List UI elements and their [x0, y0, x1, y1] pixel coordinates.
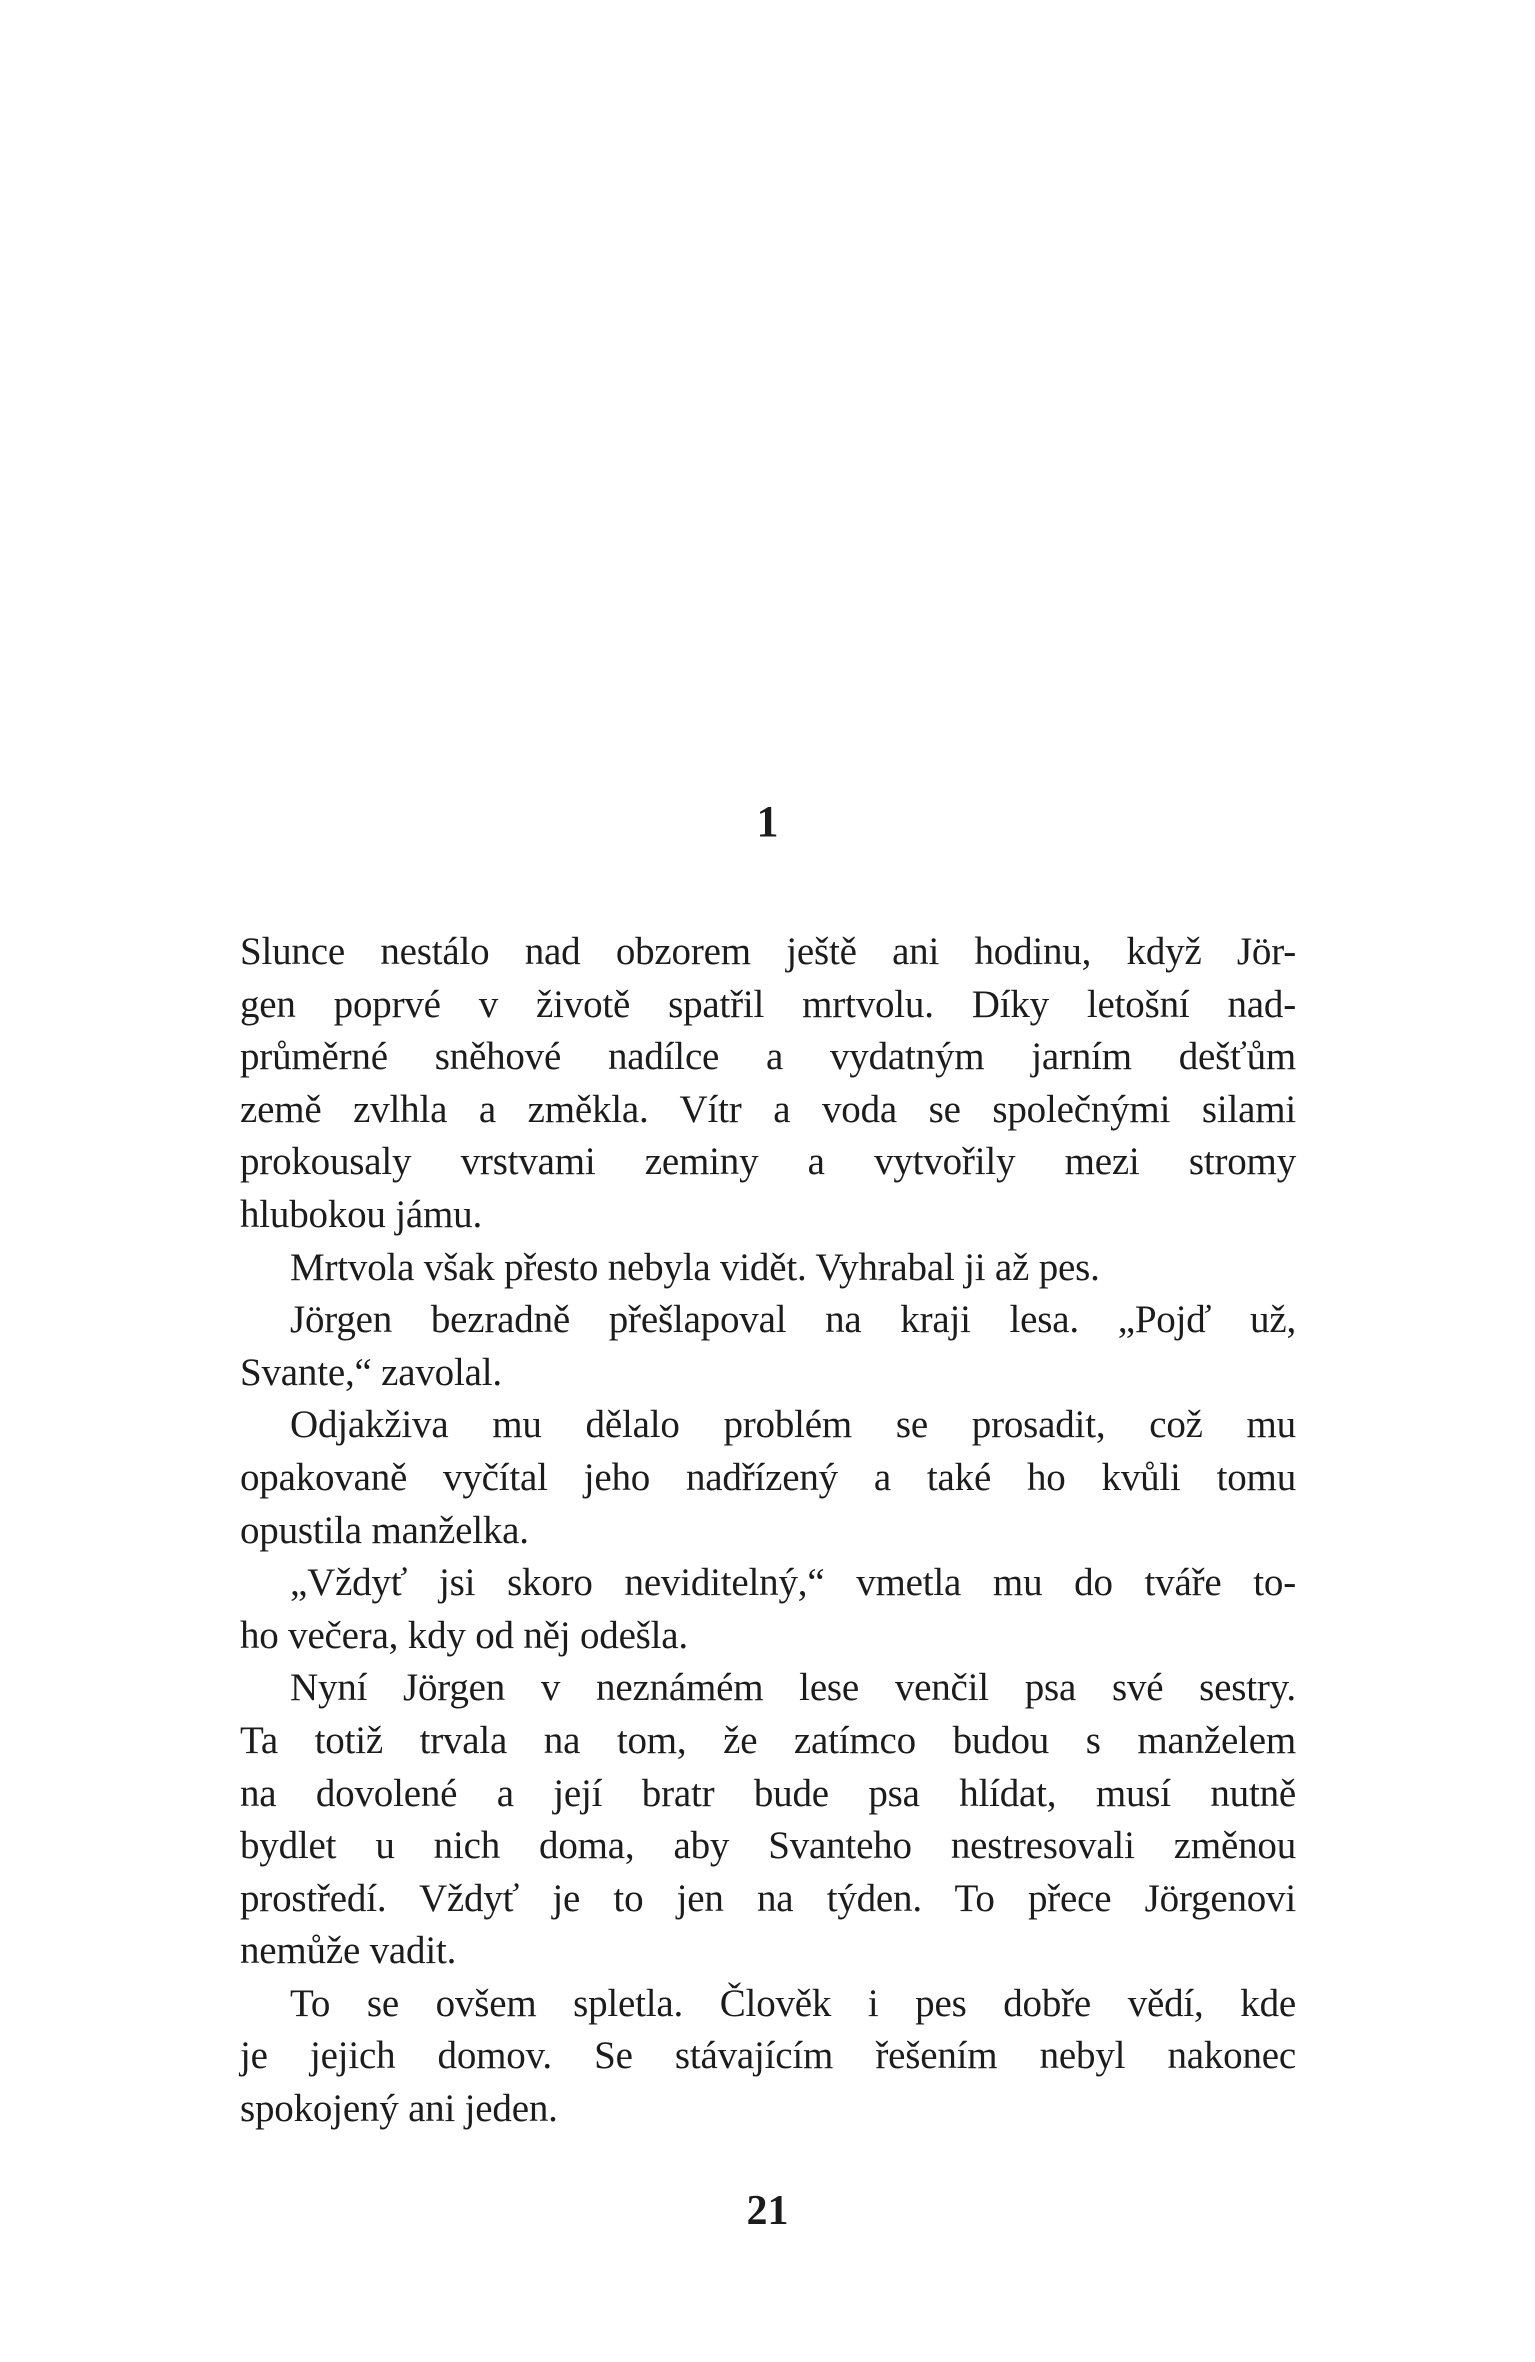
- body-text: [240, 926, 1296, 2136]
- text-line: gen poprvé v životě spatřil mrtvolu. Díky letošní nad-: [240, 982, 1296, 1026]
- text-line: na dovolené a její bratr bude psa hlídat, musí nutně: [240, 1771, 1296, 1815]
- text-line: nemůže vadit.: [240, 1929, 457, 1973]
- text-line: Svante,“ zavolal.: [240, 1350, 502, 1394]
- text-line: prostředí. Vždyť je to jen na týden. To přece Jörgenovi: [240, 1876, 1296, 1920]
- text-line: spokojený ani jeden.: [240, 2087, 558, 2131]
- text-line: „Vždyť jsi skoro neviditelný,“ vmetla mu do tváře to-: [290, 1561, 1296, 1605]
- text-line: prokousaly vrstvami zeminy a vytvořily mezi stromy: [240, 1140, 1296, 1184]
- text-line: Ta totiž trvala na tom, že zatímco budou s manželem: [240, 1718, 1296, 1762]
- text-line: je jejich domov. Se stávajícím řešením nebyl nakonec: [240, 2034, 1296, 2078]
- text-line: opakovaně vyčítal jeho nadřízený a také ho kvůli tomu: [240, 1455, 1296, 1499]
- text-line: průměrné sněhové nadílce a vydatným jarním dešťům: [240, 1035, 1296, 1079]
- page-number: 21: [746, 2188, 789, 2234]
- text-line: hlubokou jámu.: [240, 1192, 483, 1236]
- text-line: bydlet u nich doma, aby Svanteho nestresovali změnou: [240, 1824, 1296, 1868]
- text-line: ho večera, kdy od něj odešla.: [240, 1613, 688, 1657]
- text-line: země zvlhla a změkla. Vítr a voda se společnými silami: [240, 1087, 1296, 1131]
- text-line: Odjakživa mu dělalo problém se prosadit, což mu: [290, 1403, 1296, 1447]
- text-line: Nyní Jörgen v neznámém lese venčil psa své sestry.: [290, 1666, 1296, 1710]
- text-line: Mrtvola však přesto nebyla vidět. Vyhrabal ji až pes.: [290, 1245, 1100, 1289]
- text-line: Slunce nestálo nad obzorem ještě ani hodinu, když Jör-: [240, 930, 1296, 973]
- text-line: Jörgen bezradně přešlapoval na kraji lesa. „Pojď už,: [290, 1298, 1296, 1342]
- chapter-heading: 1: [756, 797, 779, 846]
- text-line: To se ovšem spletla. Člověk i pes dobře vědí, kde: [290, 1981, 1296, 2025]
- text-line: opustila manželka.: [240, 1508, 529, 1552]
